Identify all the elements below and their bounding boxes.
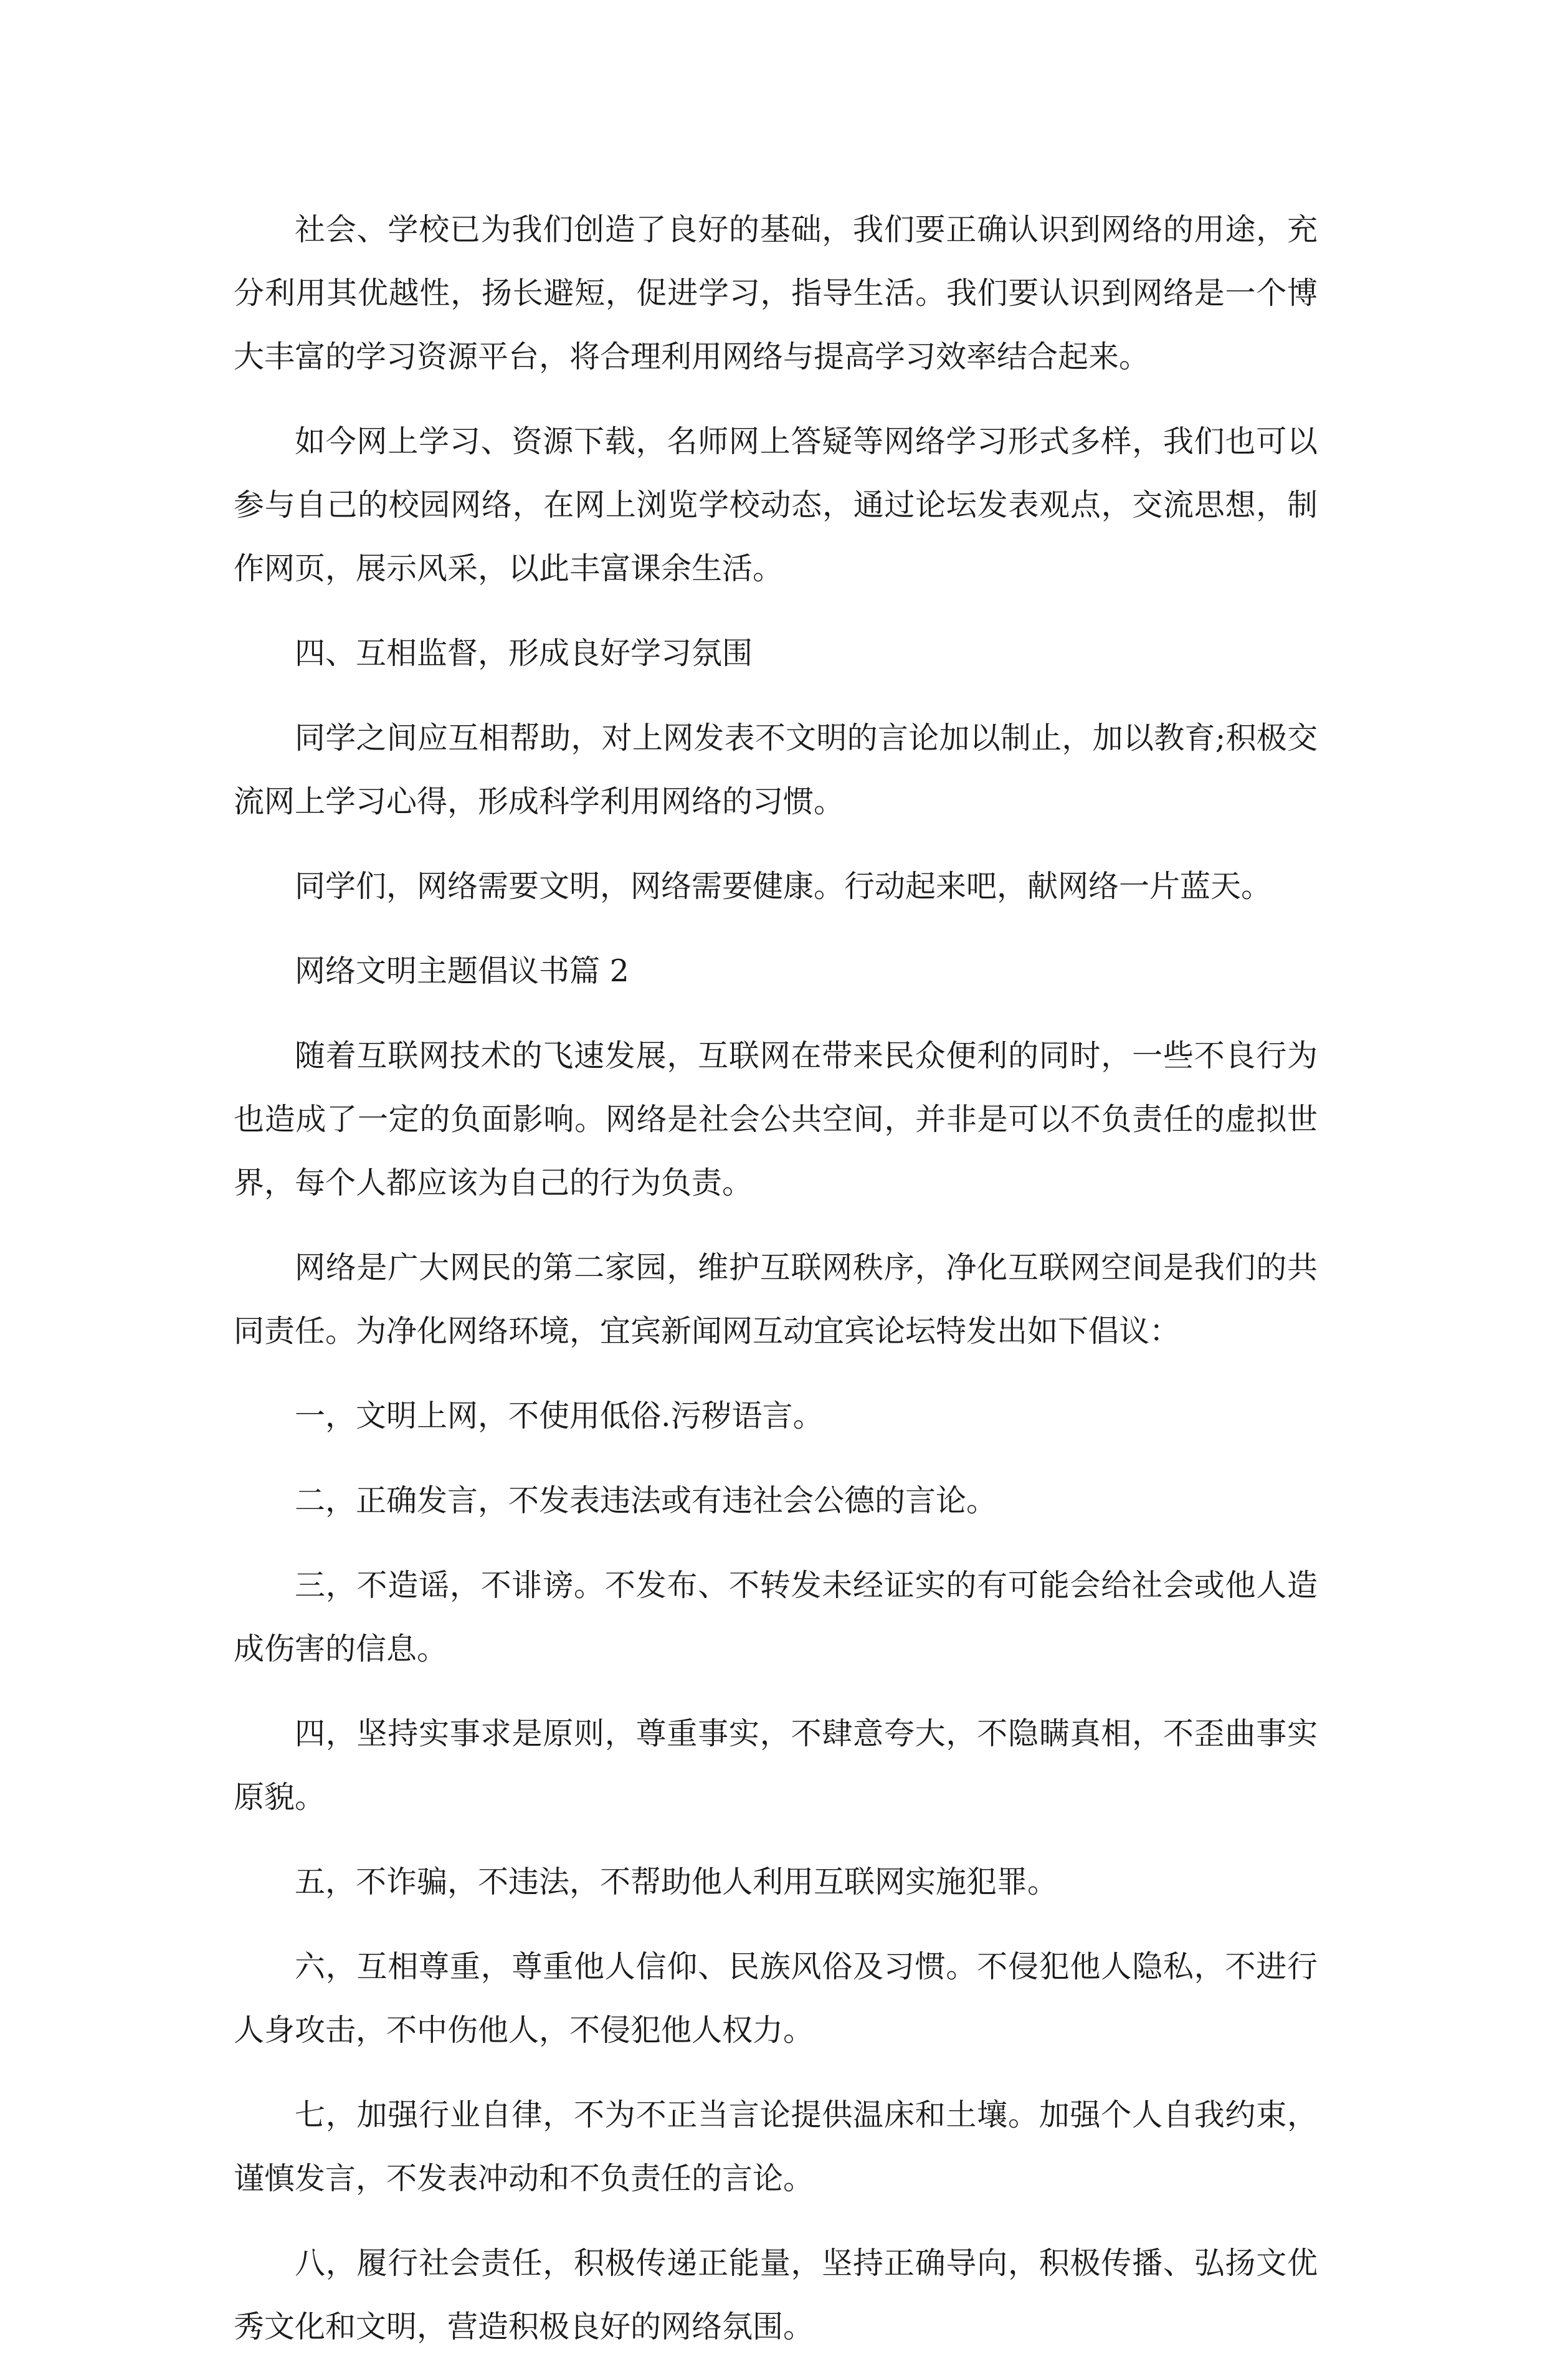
paragraph-6: 网络是广大网民的第二家园，维护互联网秩序，净化互联网空间是我们的共同责任。为净化网络环境，宜宾新闻网互动宜宾论坛特发出如下倡议： — [234, 1250, 1318, 1349]
paragraph-5: 随着互联网技术的飞速发展，互联网在带来民众便利的同时，一些不良行为也造成了一定的负面影响。网络是社会公共空间，并非是可以不负责任的虚拟世界，每个人都应该为自己的行为负责。 — [234, 1038, 1318, 1201]
paragraph-1: 社会、学校已为我们创造了良好的基础，我们要正确认识到网络的用途，充分利用其优越性，扬长避短，促进学习，指导生活。我们要认识到网络是一个博大丰富的学习资源平台，将合理利用网络与提高学习效率结合起来。 — [234, 212, 1318, 374]
paragraph-3: 同学之间应互相帮助，对上网发表不文明的言论加以制止，加以教育;积极交流网上学习心得，形成科学利用网络的习惯。 — [234, 720, 1318, 819]
paragraph-4: 同学们，网络需要文明，网络需要健康。行动起来吧，献网络一片蓝天。 — [295, 869, 1272, 904]
proposal-item-2: 二，正确发言，不发表违法或有违社会公德的言论。 — [295, 1483, 997, 1518]
proposal-item-5: 五，不诈骗，不违法，不帮助他人利用互联网实施犯罪。 — [295, 1864, 1058, 1900]
proposal-item-3: 三，不造谣，不诽谤。不发布、不转发未经证实的有可能会给社会或他人造成伤害的信息。 — [234, 1568, 1318, 1667]
paragraph-2: 如今网上学习、资源下载，名师网上答疑等网络学习形式多样，我们也可以参与自己的校园网络，在网上浏览学校动态，通过论坛发表观点，交流思想，制作网页，展示风采，以此丰富课余生活。 — [234, 424, 1318, 586]
proposal-item-1: 一，文明上网，不使用低俗.污秽语言。 — [295, 1398, 824, 1434]
proposal-item-6: 六，互相尊重，尊重他人信仰、民族风俗及习惯。不侵犯他人隐私，不进行人身攻击，不中伤他人，不侵犯他人权力。 — [234, 1949, 1318, 2048]
proposal-item-7: 七，加强行业自律，不为不正当言论提供温床和土壤。加强个人自我约束，谨慎发言，不发表冲动和不负责任的言论。 — [234, 2097, 1318, 2196]
document-body — [234, 198, 1318, 2380]
article-title-2: 网络文明主题倡议书篇 2 — [295, 953, 629, 989]
proposal-item-4: 四，坚持实事求是原则，尊重事实，不肆意夸大，不隐瞒真相，不歪曲事实原貌。 — [234, 1716, 1318, 1815]
section-heading-4: 四、互相监督，形成良好学习氛围 — [295, 635, 753, 671]
proposal-item-8: 八，履行社会责任，积极传递正能量，坚持正确导向，积极传播、弘扬文优秀文化和文明，营造积极良好的网络氛围。 — [234, 2245, 1318, 2344]
